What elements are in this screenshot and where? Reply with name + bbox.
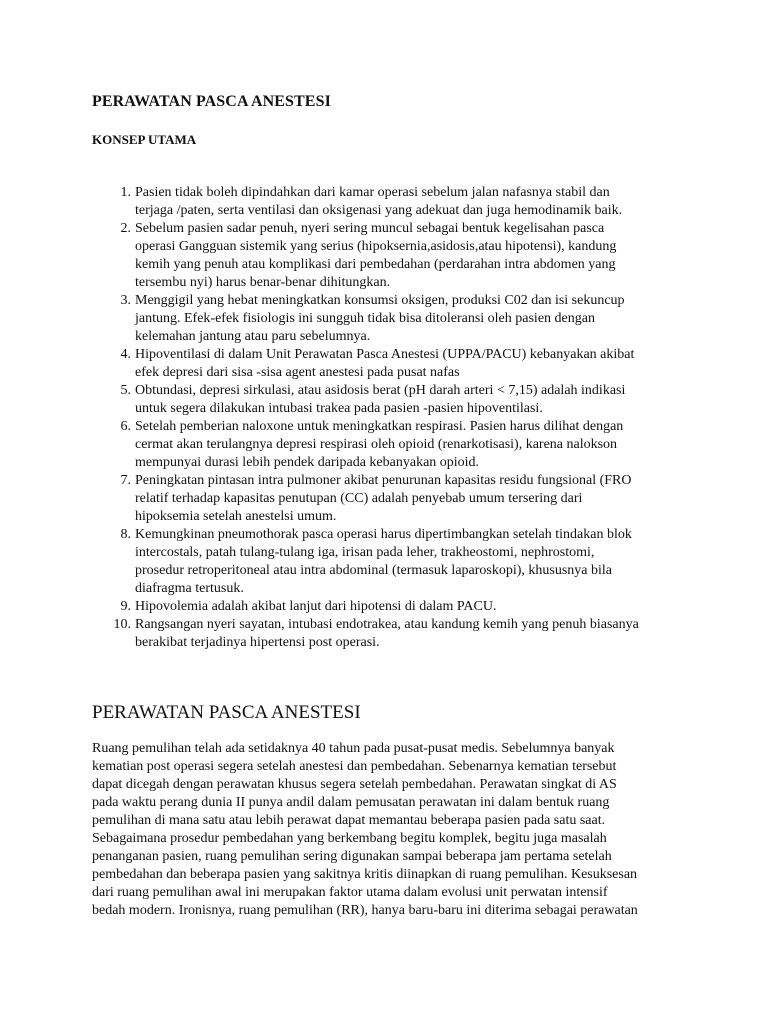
list-item-text: Hipoventilasi di dalam Unit Perawatan Pasca Anestesi (UPPA/PACU) kebanyakan akibat efek depresi dari sisa -sisa agent anestesi pada pusat nafas bbox=[135, 347, 635, 380]
list-item-number: 9. bbox=[120, 599, 131, 614]
section-title: PERAWATAN PASCA ANESTESI bbox=[92, 702, 361, 723]
list-item-text: Obtundasi, depresi sirkulasi, atau asidosis berat (pH darah arteri < 7,15) adalah indikasi untuk segera dilakukan intubasi trakea pada pasien -pasien hipoventilasi. bbox=[135, 383, 626, 416]
list-item-number: 2. bbox=[120, 221, 131, 236]
list-item bbox=[92, 220, 692, 292]
list-item-number: 6. bbox=[120, 419, 131, 434]
section-subtitle: KONSEP UTAMA bbox=[92, 132, 197, 147]
list-item-text: Pasien tidak boleh dipindahkan dari kamar operasi sebelum jalan nafasnya stabil dan terjaga /paten, serta ventilasi dan oksigenasi yang adekuat dan juga hemodinamik baik. bbox=[135, 185, 623, 218]
list-item-text: Hipovolemia adalah akibat lanjut dari hipotensi di dalam PACU. bbox=[135, 599, 497, 614]
list-item-number: 10. bbox=[113, 617, 131, 632]
document-title: PERAWATAN PASCA ANESTESI bbox=[92, 93, 331, 110]
list-item-number: 3. bbox=[120, 293, 131, 308]
list-item bbox=[92, 598, 692, 616]
list-item-text: Peningkatan pintasan intra pulmoner akibat penurunan kapasitas residu fungsional (FRO relatif terhadap kapasitas penutupan (CC) adalah penyebab umum tersering dari hipoksemia setelah anestelsi umum. bbox=[135, 473, 632, 524]
list-item-text: Menggigil yang hebat meningkatkan konsumsi oksigen, produksi C02 dan isi sekuncup jantung. Efek-efek fisiologis ini sungguh tidak bisa ditoleransi oleh pasien dengan kelemahan jantung atau paru sebelumnya. bbox=[135, 293, 625, 344]
list-item bbox=[92, 418, 692, 472]
body-paragraph: Ruang pemulihan telah ada setidaknya 40 tahun pada pusat-pusat medis. Sebelumnya banyak kematian post operasi segera setelah anestesi dan pembedahan. Sebenarnya kematian tersebut dapat dicegah dengan perawatan khusus segera setelah pembedahan. Perawatan singkat di AS pada waktu perang dunia II punya andil dalam pemusatan perawatan ini dalam bentuk ruang pemulihan di mana satu atau lebih perawat dapat memantau beberapa pasien pada satu saat. Sebagaimana prosedur pembedahan yang berkembang begitu komplek, begitu juga masalah penanganan pasien, ruang pemulihan sering digunakan sampai beberapa jam pertama setelah pembedahan dan beberapa pasien yang sakitnya kritis diinapkan di ruang pemulihan. Kesuksesan dari ruang pemulihan awal ini merupakan faktor utama dalam evolusi unit perwatan intensif bedah modern. Ironisnya, ruang pemulihan (RR), hanya baru-baru ini diterima sebagai perawatan bbox=[92, 741, 638, 918]
concept-list bbox=[92, 184, 692, 652]
list-item-number: 8. bbox=[120, 527, 131, 542]
list-item bbox=[92, 292, 692, 346]
list-item-number: 4. bbox=[120, 347, 131, 362]
list-item bbox=[92, 526, 692, 598]
list-item bbox=[92, 382, 692, 418]
list-item-number: 1. bbox=[120, 185, 131, 200]
list-item-text: Kemungkinan pneumothorak pasca operasi harus dipertimbangkan setelah tindakan blok intercostals, patah tulang-tulang iga, irisan pada leher, trakheostomi, nephrostomi, prosedur retroperitoneal atau intra abdominal (termasuk laparoskopi), khususnya bila diafragma tertusuk. bbox=[135, 527, 632, 596]
list-item-number: 5. bbox=[120, 383, 131, 398]
list-item bbox=[92, 616, 692, 652]
list-item bbox=[92, 346, 692, 382]
list-item-text: Setelah pemberian naloxone untuk meningkatkan respirasi. Pasien harus dilihat dengan cermat akan terulangnya depresi respirasi oleh opioid (renarkotisasi), karena nalokson mempunyai durasi lebih pendek daripada kebanyakan opioid. bbox=[135, 419, 624, 470]
list-item-text: Rangsangan nyeri sayatan, intubasi endotrakea, atau kandung kemih yang penuh biasanya berakibat terjadinya hipertensi post operasi. bbox=[135, 617, 639, 650]
list-item bbox=[92, 472, 692, 526]
list-item-number: 7. bbox=[120, 473, 131, 488]
list-item bbox=[92, 184, 692, 220]
list-item-text: Sebelum pasien sadar penuh, nyeri sering muncul sebagai bentuk kegelisahan pasca operasi Gangguan sistemik yang serius (hipoksernia,asidosis,atau hipotensi), kandung kemih yang penuh atau komplikasi dari pembedahan (perdarahan intra abdomen yang tersembu nyi) harus benar-benar dihitungkan. bbox=[135, 221, 617, 290]
